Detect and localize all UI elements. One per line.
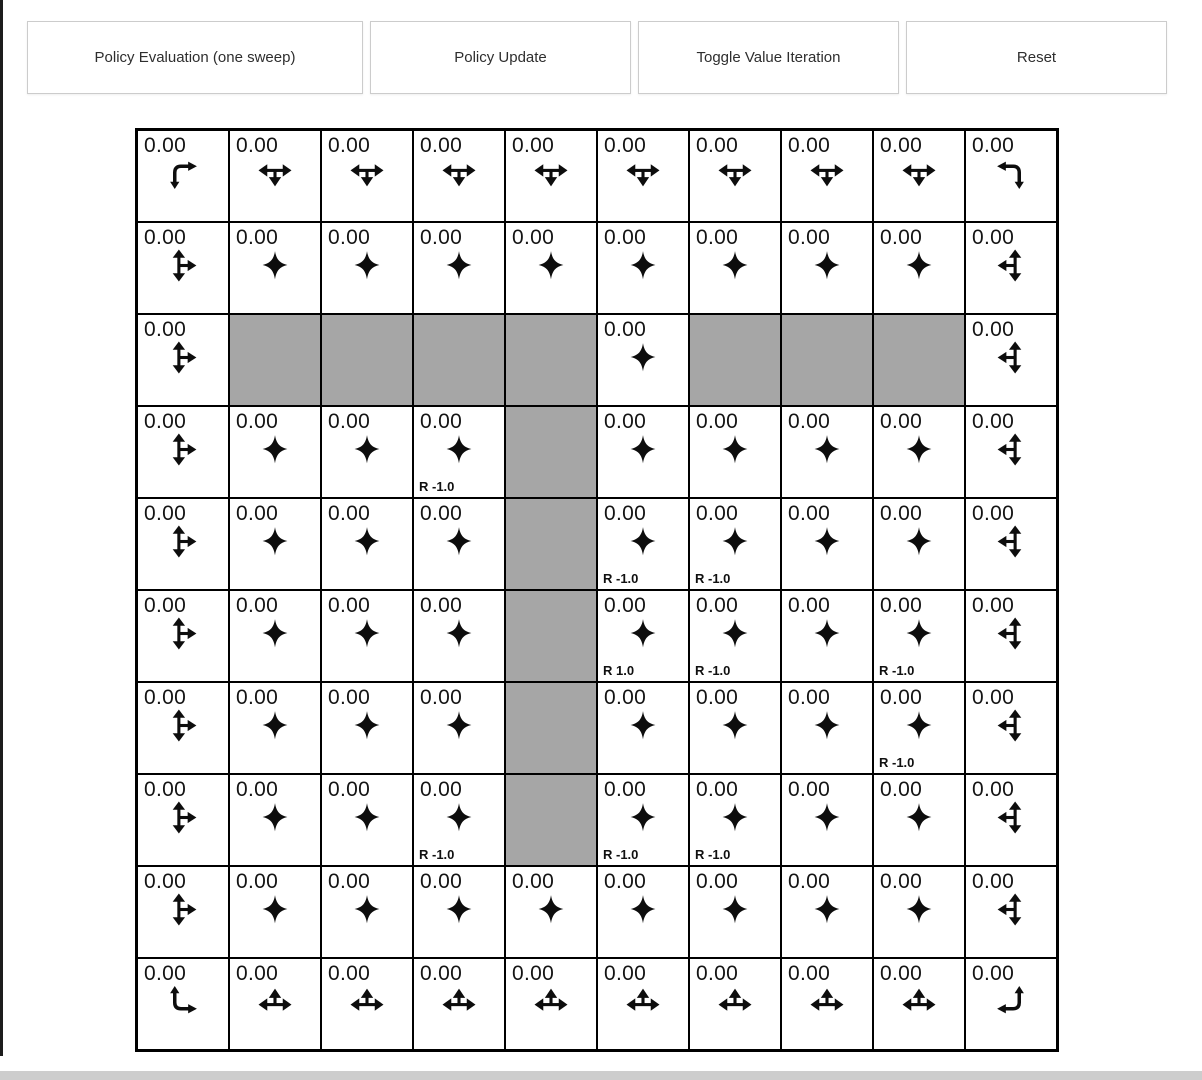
- state-value: 0.00: [420, 778, 463, 801]
- four-way-policy-arrows-icon: [717, 801, 753, 834]
- state-value: 0.00: [328, 502, 371, 525]
- state-value: 0.00: [972, 962, 1015, 985]
- state-value: 0.00: [420, 410, 463, 433]
- state-value: 0.00: [696, 594, 739, 617]
- grid-cell[interactable]: [597, 498, 689, 590]
- window-left-edge: [0, 0, 3, 1056]
- grid-cell[interactable]: [413, 222, 505, 314]
- wall-cell: [689, 314, 781, 406]
- grid-cell[interactable]: [597, 774, 689, 866]
- grid-cell[interactable]: [597, 130, 689, 222]
- state-value: 0.00: [420, 686, 463, 709]
- policy-update-button[interactable]: Policy Update: [370, 21, 631, 94]
- grid-cell[interactable]: [597, 590, 689, 682]
- grid-cell[interactable]: [137, 958, 229, 1050]
- four-way-policy-arrows-icon: [901, 617, 937, 650]
- up-down-left-policy-arrows-icon: [993, 525, 1029, 558]
- four-way-policy-arrows-icon: [257, 433, 293, 466]
- state-value: 0.00: [144, 778, 187, 801]
- reward-label: R -1.0: [695, 571, 731, 586]
- four-way-policy-arrows-icon: [441, 893, 477, 926]
- state-value: 0.00: [604, 686, 647, 709]
- four-way-policy-arrows-icon: [901, 249, 937, 282]
- four-way-policy-arrows-icon: [809, 893, 845, 926]
- state-value: 0.00: [420, 594, 463, 617]
- grid-cell[interactable]: [965, 222, 1057, 314]
- grid-cell[interactable]: [689, 866, 781, 958]
- four-way-policy-arrows-icon: [901, 801, 937, 834]
- wall-cell: [321, 314, 413, 406]
- four-way-policy-arrows-icon: [717, 709, 753, 742]
- state-value: 0.00: [328, 410, 371, 433]
- grid-cell[interactable]: [873, 958, 965, 1050]
- state-value: 0.00: [788, 962, 831, 985]
- four-way-policy-arrows-icon: [349, 617, 385, 650]
- grid-cell[interactable]: [321, 222, 413, 314]
- policy-evaluation-button[interactable]: Policy Evaluation (one sweep): [27, 21, 363, 94]
- left-right-down-policy-arrows-icon: [349, 157, 385, 190]
- four-way-policy-arrows-icon: [809, 525, 845, 558]
- state-value: 0.00: [604, 226, 647, 249]
- wall-cell: [505, 406, 597, 498]
- down-left-corner-policy-arrows-icon: [993, 157, 1029, 190]
- grid-cell[interactable]: [965, 682, 1057, 774]
- reward-label: R -1.0: [695, 663, 731, 678]
- grid-cell[interactable]: [873, 222, 965, 314]
- four-way-policy-arrows-icon: [717, 617, 753, 650]
- state-value: 0.00: [788, 134, 831, 157]
- state-value: 0.00: [144, 502, 187, 525]
- left-right-up-policy-arrows-icon: [349, 985, 385, 1018]
- state-value: 0.00: [972, 594, 1015, 617]
- state-value: 0.00: [972, 502, 1015, 525]
- state-value: 0.00: [972, 870, 1015, 893]
- state-value: 0.00: [236, 870, 279, 893]
- grid-cell[interactable]: [689, 958, 781, 1050]
- grid-cell[interactable]: [873, 682, 965, 774]
- state-value: 0.00: [144, 686, 187, 709]
- gridworld: [135, 128, 1059, 1052]
- grid-cell[interactable]: [229, 222, 321, 314]
- grid-cell[interactable]: [873, 130, 965, 222]
- four-way-policy-arrows-icon: [625, 709, 661, 742]
- reward-label: R -1.0: [419, 479, 455, 494]
- four-way-policy-arrows-icon: [717, 433, 753, 466]
- four-way-policy-arrows-icon: [625, 341, 661, 374]
- grid-cell[interactable]: [229, 130, 321, 222]
- state-value: 0.00: [604, 870, 647, 893]
- wall-cell: [505, 314, 597, 406]
- grid-cell[interactable]: [321, 682, 413, 774]
- four-way-policy-arrows-icon: [349, 709, 385, 742]
- grid-cell[interactable]: [413, 774, 505, 866]
- state-value: 0.00: [880, 870, 923, 893]
- left-right-down-policy-arrows-icon: [533, 157, 569, 190]
- wall-cell: [505, 682, 597, 774]
- toggle-value-iteration-button[interactable]: Toggle Value Iteration: [638, 21, 899, 94]
- state-value: 0.00: [236, 778, 279, 801]
- state-value: 0.00: [236, 410, 279, 433]
- state-value: 0.00: [236, 686, 279, 709]
- up-down-left-policy-arrows-icon: [993, 893, 1029, 926]
- reward-label: R -1.0: [419, 847, 455, 862]
- state-value: 0.00: [880, 502, 923, 525]
- grid-cell[interactable]: [229, 498, 321, 590]
- state-value: 0.00: [696, 134, 739, 157]
- grid-cell[interactable]: [597, 314, 689, 406]
- grid-cell[interactable]: [689, 406, 781, 498]
- state-value: 0.00: [328, 962, 371, 985]
- state-value: 0.00: [328, 870, 371, 893]
- state-value: 0.00: [236, 502, 279, 525]
- grid-cell[interactable]: [321, 498, 413, 590]
- four-way-policy-arrows-icon: [441, 801, 477, 834]
- up-down-left-policy-arrows-icon: [993, 341, 1029, 374]
- left-right-down-policy-arrows-icon: [901, 157, 937, 190]
- state-value: 0.00: [696, 502, 739, 525]
- state-value: 0.00: [880, 410, 923, 433]
- state-value: 0.00: [604, 134, 647, 157]
- state-value: 0.00: [512, 870, 555, 893]
- state-value: 0.00: [420, 134, 463, 157]
- left-right-up-policy-arrows-icon: [625, 985, 661, 1018]
- state-value: 0.00: [696, 226, 739, 249]
- up-right-corner-policy-arrows-icon: [165, 985, 201, 1018]
- grid-cell[interactable]: [873, 866, 965, 958]
- grid-cell[interactable]: [229, 774, 321, 866]
- grid-cell[interactable]: [781, 774, 873, 866]
- toolbar: [27, 21, 1167, 94]
- up-down-right-policy-arrows-icon: [165, 709, 201, 742]
- state-value: 0.00: [972, 134, 1015, 157]
- grid-cell[interactable]: [781, 590, 873, 682]
- state-value: 0.00: [328, 594, 371, 617]
- grid-cell[interactable]: [505, 866, 597, 958]
- four-way-policy-arrows-icon: [809, 709, 845, 742]
- grid-cell[interactable]: [689, 130, 781, 222]
- four-way-policy-arrows-icon: [533, 893, 569, 926]
- state-value: 0.00: [236, 962, 279, 985]
- four-way-policy-arrows-icon: [257, 249, 293, 282]
- reward-label: R 1.0: [603, 663, 635, 678]
- four-way-policy-arrows-icon: [257, 801, 293, 834]
- up-down-left-policy-arrows-icon: [993, 617, 1029, 650]
- up-down-right-policy-arrows-icon: [165, 433, 201, 466]
- state-value: 0.00: [604, 410, 647, 433]
- left-right-up-policy-arrows-icon: [809, 985, 845, 1018]
- four-way-policy-arrows-icon: [901, 525, 937, 558]
- four-way-policy-arrows-icon: [257, 525, 293, 558]
- left-right-up-policy-arrows-icon: [533, 985, 569, 1018]
- up-down-right-policy-arrows-icon: [165, 525, 201, 558]
- four-way-policy-arrows-icon: [441, 617, 477, 650]
- grid-cell[interactable]: [413, 682, 505, 774]
- four-way-policy-arrows-icon: [717, 893, 753, 926]
- grid-cell[interactable]: [965, 866, 1057, 958]
- four-way-policy-arrows-icon: [717, 525, 753, 558]
- down-right-corner-policy-arrows-icon: [165, 157, 201, 190]
- four-way-policy-arrows-icon: [349, 525, 385, 558]
- wall-cell: [229, 314, 321, 406]
- grid-cell[interactable]: [965, 958, 1057, 1050]
- grid-cell[interactable]: [229, 590, 321, 682]
- grid-cell[interactable]: [137, 774, 229, 866]
- four-way-policy-arrows-icon: [809, 801, 845, 834]
- grid-cell[interactable]: [137, 498, 229, 590]
- grid-cell[interactable]: [137, 682, 229, 774]
- grid-cell[interactable]: [965, 774, 1057, 866]
- wall-cell: [505, 498, 597, 590]
- four-way-policy-arrows-icon: [441, 433, 477, 466]
- state-value: 0.00: [604, 318, 647, 341]
- grid-cell[interactable]: [689, 498, 781, 590]
- state-value: 0.00: [880, 134, 923, 157]
- grid-cell[interactable]: [413, 866, 505, 958]
- left-right-up-policy-arrows-icon: [257, 985, 293, 1018]
- grid-cell[interactable]: [597, 222, 689, 314]
- four-way-policy-arrows-icon: [625, 249, 661, 282]
- state-value: 0.00: [604, 502, 647, 525]
- grid-cell[interactable]: [965, 498, 1057, 590]
- grid-cell[interactable]: [689, 590, 781, 682]
- up-down-left-policy-arrows-icon: [993, 433, 1029, 466]
- four-way-policy-arrows-icon: [441, 525, 477, 558]
- grid-cell[interactable]: [965, 130, 1057, 222]
- grid-cell[interactable]: [229, 406, 321, 498]
- grid-cell[interactable]: [965, 314, 1057, 406]
- grid-cell[interactable]: [137, 222, 229, 314]
- state-value: 0.00: [512, 962, 555, 985]
- state-value: 0.00: [696, 778, 739, 801]
- grid-cell[interactable]: [229, 682, 321, 774]
- left-right-up-policy-arrows-icon: [901, 985, 937, 1018]
- four-way-policy-arrows-icon: [349, 893, 385, 926]
- grid-cell[interactable]: [505, 130, 597, 222]
- reward-label: R -1.0: [879, 755, 915, 770]
- four-way-policy-arrows-icon: [349, 249, 385, 282]
- grid-cell[interactable]: [781, 222, 873, 314]
- state-value: 0.00: [604, 962, 647, 985]
- grid-cell[interactable]: [781, 682, 873, 774]
- state-value: 0.00: [420, 962, 463, 985]
- grid-cell[interactable]: [781, 866, 873, 958]
- grid-cell[interactable]: [965, 590, 1057, 682]
- state-value: 0.00: [328, 686, 371, 709]
- state-value: 0.00: [236, 226, 279, 249]
- reward-label: R -1.0: [695, 847, 731, 862]
- left-right-down-policy-arrows-icon: [625, 157, 661, 190]
- window-bottom-edge: [0, 1071, 1202, 1080]
- state-value: 0.00: [144, 594, 187, 617]
- four-way-policy-arrows-icon: [257, 617, 293, 650]
- grid-cell[interactable]: [873, 774, 965, 866]
- state-value: 0.00: [144, 410, 187, 433]
- wall-cell: [505, 774, 597, 866]
- state-value: 0.00: [696, 962, 739, 985]
- state-value: 0.00: [880, 962, 923, 985]
- state-value: 0.00: [696, 410, 739, 433]
- grid-cell[interactable]: [413, 130, 505, 222]
- grid-cell[interactable]: [873, 406, 965, 498]
- grid-cell[interactable]: [137, 406, 229, 498]
- up-down-right-policy-arrows-icon: [165, 341, 201, 374]
- four-way-policy-arrows-icon: [901, 433, 937, 466]
- state-value: 0.00: [972, 318, 1015, 341]
- grid-cell[interactable]: [873, 590, 965, 682]
- state-value: 0.00: [144, 318, 187, 341]
- state-value: 0.00: [328, 778, 371, 801]
- four-way-policy-arrows-icon: [809, 433, 845, 466]
- four-way-policy-arrows-icon: [625, 893, 661, 926]
- grid-cell[interactable]: [597, 406, 689, 498]
- wall-cell: [505, 590, 597, 682]
- grid-cell[interactable]: [597, 682, 689, 774]
- state-value: 0.00: [788, 410, 831, 433]
- four-way-policy-arrows-icon: [625, 617, 661, 650]
- state-value: 0.00: [880, 778, 923, 801]
- state-value: 0.00: [420, 502, 463, 525]
- state-value: 0.00: [144, 226, 187, 249]
- state-value: 0.00: [696, 870, 739, 893]
- four-way-policy-arrows-icon: [625, 525, 661, 558]
- grid-cell[interactable]: [413, 406, 505, 498]
- up-down-right-policy-arrows-icon: [165, 249, 201, 282]
- grid-cell[interactable]: [689, 222, 781, 314]
- four-way-policy-arrows-icon: [533, 249, 569, 282]
- state-value: 0.00: [972, 686, 1015, 709]
- wall-cell: [873, 314, 965, 406]
- grid-cell[interactable]: [137, 130, 229, 222]
- left-right-down-policy-arrows-icon: [809, 157, 845, 190]
- up-down-left-policy-arrows-icon: [993, 249, 1029, 282]
- four-way-policy-arrows-icon: [809, 249, 845, 282]
- state-value: 0.00: [788, 226, 831, 249]
- grid-cell[interactable]: [505, 222, 597, 314]
- state-value: 0.00: [236, 594, 279, 617]
- grid-cell[interactable]: [321, 958, 413, 1050]
- grid-cell[interactable]: [321, 590, 413, 682]
- four-way-policy-arrows-icon: [625, 801, 661, 834]
- four-way-policy-arrows-icon: [441, 249, 477, 282]
- wall-cell: [781, 314, 873, 406]
- grid-cell[interactable]: [873, 498, 965, 590]
- grid-cell[interactable]: [689, 682, 781, 774]
- grid-cell[interactable]: [597, 958, 689, 1050]
- reward-label: R -1.0: [603, 847, 639, 862]
- grid-cell[interactable]: [413, 590, 505, 682]
- state-value: 0.00: [880, 686, 923, 709]
- grid-cell[interactable]: [781, 958, 873, 1050]
- grid-cell[interactable]: [965, 406, 1057, 498]
- grid-cell[interactable]: [689, 774, 781, 866]
- up-left-corner-policy-arrows-icon: [993, 985, 1029, 1018]
- state-value: 0.00: [512, 226, 555, 249]
- four-way-policy-arrows-icon: [625, 433, 661, 466]
- grid-cell[interactable]: [413, 958, 505, 1050]
- state-value: 0.00: [144, 962, 187, 985]
- four-way-policy-arrows-icon: [349, 433, 385, 466]
- up-down-left-policy-arrows-icon: [993, 801, 1029, 834]
- grid-cell[interactable]: [781, 406, 873, 498]
- state-value: 0.00: [788, 502, 831, 525]
- left-right-up-policy-arrows-icon: [441, 985, 477, 1018]
- up-down-right-policy-arrows-icon: [165, 801, 201, 834]
- reward-label: R -1.0: [879, 663, 915, 678]
- state-value: 0.00: [604, 594, 647, 617]
- state-value: 0.00: [788, 594, 831, 617]
- grid-cell[interactable]: [137, 866, 229, 958]
- grid-cell[interactable]: [597, 866, 689, 958]
- grid-cell[interactable]: [321, 866, 413, 958]
- four-way-policy-arrows-icon: [257, 709, 293, 742]
- left-right-down-policy-arrows-icon: [257, 157, 293, 190]
- reward-label: R -1.0: [603, 571, 639, 586]
- left-right-down-policy-arrows-icon: [441, 157, 477, 190]
- state-value: 0.00: [972, 410, 1015, 433]
- state-value: 0.00: [420, 870, 463, 893]
- state-value: 0.00: [880, 594, 923, 617]
- grid-cell[interactable]: [505, 958, 597, 1050]
- left-right-down-policy-arrows-icon: [717, 157, 753, 190]
- four-way-policy-arrows-icon: [901, 893, 937, 926]
- state-value: 0.00: [880, 226, 923, 249]
- four-way-policy-arrows-icon: [257, 893, 293, 926]
- state-value: 0.00: [604, 778, 647, 801]
- left-right-up-policy-arrows-icon: [717, 985, 753, 1018]
- state-value: 0.00: [144, 870, 187, 893]
- state-value: 0.00: [972, 226, 1015, 249]
- state-value: 0.00: [144, 134, 187, 157]
- grid-cell[interactable]: [781, 130, 873, 222]
- grid-cell[interactable]: [321, 130, 413, 222]
- state-value: 0.00: [328, 134, 371, 157]
- grid-cell[interactable]: [137, 314, 229, 406]
- four-way-policy-arrows-icon: [901, 709, 937, 742]
- grid-cell[interactable]: [229, 958, 321, 1050]
- grid-cell[interactable]: [229, 866, 321, 958]
- up-down-right-policy-arrows-icon: [165, 617, 201, 650]
- state-value: 0.00: [696, 686, 739, 709]
- up-down-right-policy-arrows-icon: [165, 893, 201, 926]
- four-way-policy-arrows-icon: [809, 617, 845, 650]
- state-value: 0.00: [328, 226, 371, 249]
- grid-cell[interactable]: [413, 498, 505, 590]
- grid-cell[interactable]: [321, 774, 413, 866]
- state-value: 0.00: [788, 870, 831, 893]
- four-way-policy-arrows-icon: [441, 709, 477, 742]
- four-way-policy-arrows-icon: [717, 249, 753, 282]
- state-value: 0.00: [972, 778, 1015, 801]
- grid-cell[interactable]: [781, 498, 873, 590]
- four-way-policy-arrows-icon: [349, 801, 385, 834]
- grid-cell[interactable]: [321, 406, 413, 498]
- reset-button[interactable]: Reset: [906, 21, 1167, 94]
- state-value: 0.00: [512, 134, 555, 157]
- wall-cell: [413, 314, 505, 406]
- state-value: 0.00: [788, 686, 831, 709]
- state-value: 0.00: [420, 226, 463, 249]
- state-value: 0.00: [236, 134, 279, 157]
- up-down-left-policy-arrows-icon: [993, 709, 1029, 742]
- grid-cell[interactable]: [137, 590, 229, 682]
- state-value: 0.00: [788, 778, 831, 801]
